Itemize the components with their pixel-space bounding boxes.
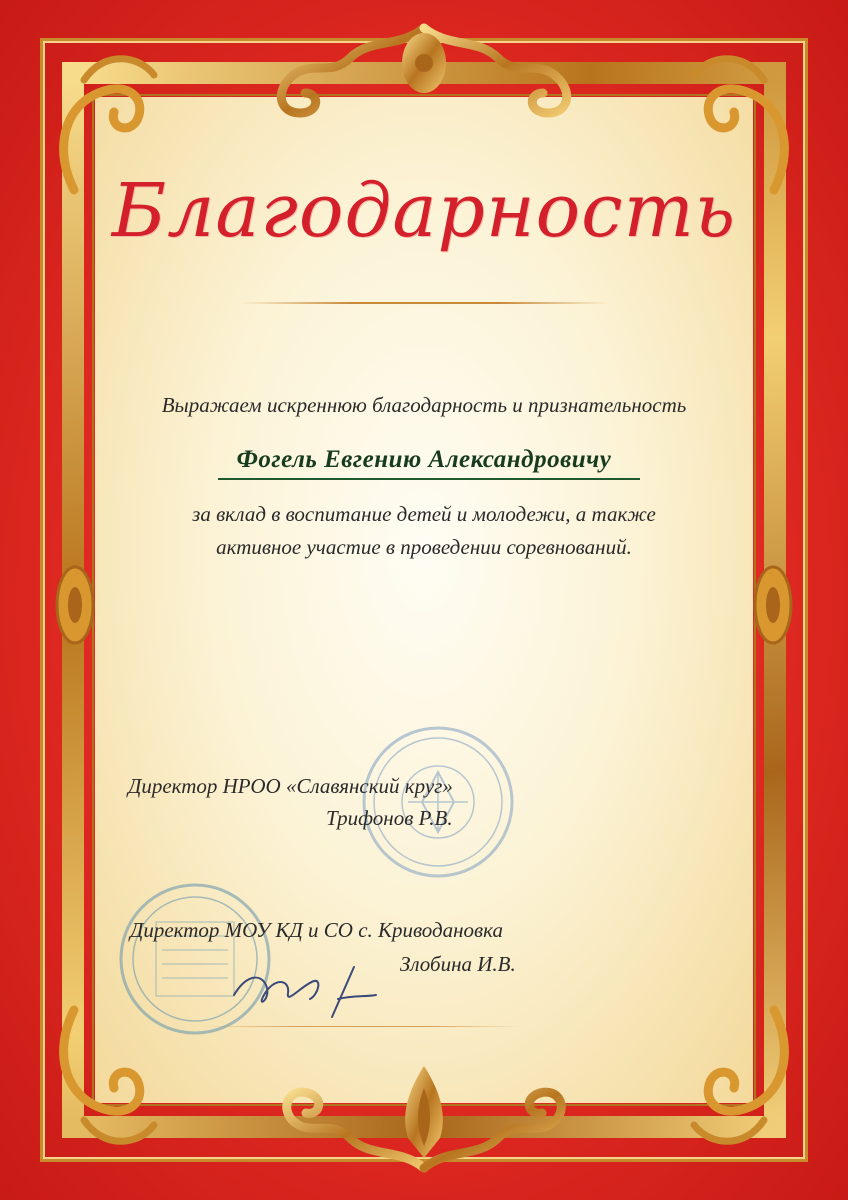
second-signatory-position: Директор МОУ КД и СО с. Криводановка — [130, 918, 503, 942]
reason-line-2: активное участие в проведении соревнований. — [216, 535, 632, 559]
reason-line-1: за вклад в воспитание детей и молодежи, а также — [192, 502, 656, 526]
corner-ornament-bottom-right-icon — [684, 1000, 804, 1160]
second-signatory-name: Злобина И.В. — [400, 952, 516, 976]
round-stamp-icon — [358, 722, 518, 882]
handwritten-signature-icon — [226, 955, 386, 1025]
certificate-title: Благодарность — [111, 168, 737, 254]
side-ornament-left-icon — [50, 560, 100, 650]
intro-text: Выражаем искреннюю благодарность и признательность — [161, 393, 687, 417]
first-signatory-position: Директор НРОО «Славянский круг» — [128, 774, 453, 798]
top-ornament-icon — [250, 18, 598, 128]
title-divider — [240, 302, 610, 304]
recipient-name: Фогель Евгению Александровичу — [236, 446, 612, 473]
first-signatory-name: Трифонов Р.В. — [326, 806, 453, 830]
recipient-underline — [218, 478, 640, 480]
bottom-ornament-icon — [270, 1058, 578, 1178]
bottom-divider — [202, 1026, 522, 1027]
side-ornament-right-icon — [748, 560, 798, 650]
